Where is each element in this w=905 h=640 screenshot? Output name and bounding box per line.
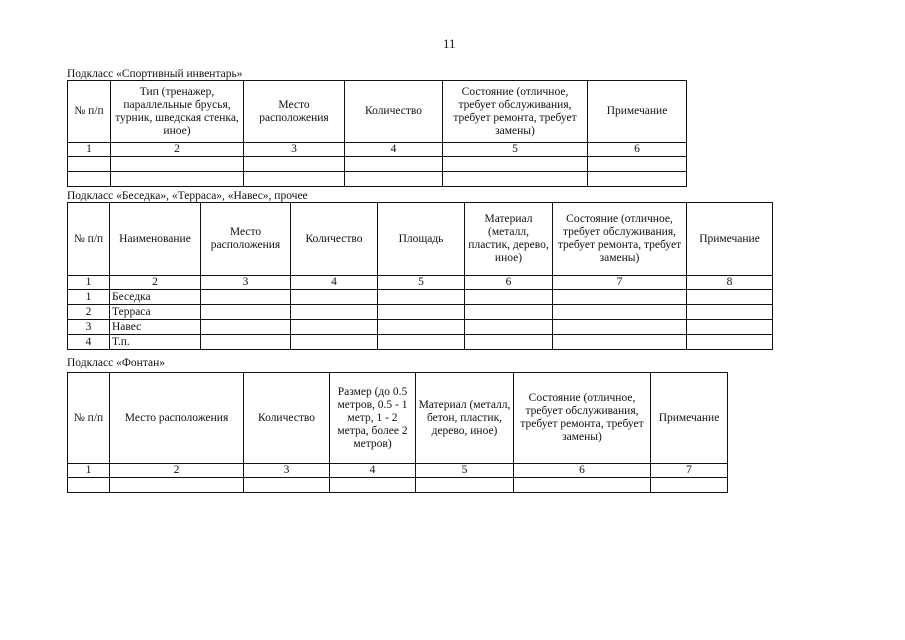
table-cell [244, 478, 330, 493]
section-caption-fountain: Подкласс «Фонтан» [67, 357, 166, 369]
column-number: 1 [68, 464, 110, 478]
sport-equipment-table [67, 80, 687, 187]
header-cell: Количество [244, 373, 330, 464]
table-row [68, 478, 728, 493]
column-number: 8 [687, 276, 773, 290]
table-cell [588, 172, 687, 187]
table-header-row [68, 203, 773, 276]
column-number: 3 [244, 464, 330, 478]
table-cell [687, 290, 773, 305]
table-cell [378, 320, 465, 335]
table-cell [201, 335, 291, 350]
header-cell: № п/п [68, 373, 110, 464]
table-cell [291, 320, 378, 335]
column-number-row [68, 143, 687, 157]
table-cell [244, 157, 345, 172]
header-cell: Материал (металл, бетон, пластик, дерево, иное) [416, 373, 514, 464]
table-row [68, 305, 773, 320]
header-cell: Место расположения [110, 373, 244, 464]
column-number: 7 [651, 464, 728, 478]
header-cell: Наименование [110, 203, 201, 276]
table-cell [553, 320, 687, 335]
table-cell [68, 157, 111, 172]
table-cell [378, 290, 465, 305]
column-number: 6 [514, 464, 651, 478]
row-number: 3 [68, 320, 110, 335]
table-cell [201, 305, 291, 320]
table-cell [553, 290, 687, 305]
item-name: Навес [110, 320, 201, 335]
row-number: 4 [68, 335, 110, 350]
table-cell [465, 290, 553, 305]
column-number: 7 [553, 276, 687, 290]
fountain-table [67, 372, 728, 493]
table-cell [588, 157, 687, 172]
table-cell [330, 478, 416, 493]
header-cell: Место расположения [201, 203, 291, 276]
header-cell: Тип (тренажер, параллельные брусья, турник, шведская стенка, иное) [111, 81, 244, 143]
table-cell [68, 172, 111, 187]
header-cell: № п/п [68, 81, 111, 143]
gazebo-table [67, 202, 773, 350]
table-row [68, 290, 773, 305]
table-header-row [68, 373, 728, 464]
table-row [68, 157, 687, 172]
table-cell [553, 335, 687, 350]
table-cell [201, 320, 291, 335]
table-cell [443, 157, 588, 172]
table-cell [378, 305, 465, 320]
column-number: 4 [345, 143, 443, 157]
header-cell: Размер (до 0.5 метров, 0.5 - 1 метр, 1 - 2 метра, более 2 метров) [330, 373, 416, 464]
column-number: 1 [68, 276, 110, 290]
column-number: 2 [111, 143, 244, 157]
column-number: 4 [291, 276, 378, 290]
table-cell [68, 478, 110, 493]
table-row [68, 335, 773, 350]
table-cell [291, 335, 378, 350]
table-header-row [68, 81, 687, 143]
table-cell [651, 478, 728, 493]
table-cell [110, 478, 244, 493]
table-cell [443, 172, 588, 187]
table-cell [465, 335, 553, 350]
header-cell: Количество [345, 81, 443, 143]
header-cell: Площадь [378, 203, 465, 276]
table-cell [687, 320, 773, 335]
column-number: 3 [201, 276, 291, 290]
table-cell [345, 172, 443, 187]
table-cell [111, 157, 244, 172]
row-number: 2 [68, 305, 110, 320]
table-cell [465, 305, 553, 320]
table-cell [345, 157, 443, 172]
table-row [68, 320, 773, 335]
table-cell [465, 320, 553, 335]
column-number: 4 [330, 464, 416, 478]
table-row [68, 172, 687, 187]
table-cell [291, 290, 378, 305]
table-cell [514, 478, 651, 493]
column-number: 2 [110, 464, 244, 478]
table-cell [244, 172, 345, 187]
column-number: 1 [68, 143, 111, 157]
column-number: 6 [465, 276, 553, 290]
item-name: Терраса [110, 305, 201, 320]
header-cell: Примечание [651, 373, 728, 464]
column-number: 5 [443, 143, 588, 157]
column-number: 2 [110, 276, 201, 290]
header-cell: Состояние (отличное, требует обслуживания, требует ремонта, требует замены) [553, 203, 687, 276]
header-cell: Состояние (отличное, требует обслуживания, требует ремонта, требует замены) [514, 373, 651, 464]
table-cell [687, 335, 773, 350]
column-number: 5 [378, 276, 465, 290]
page-number: 11 [443, 36, 456, 51]
table-cell [687, 305, 773, 320]
header-cell: № п/п [68, 203, 110, 276]
table-cell [378, 335, 465, 350]
table-cell [291, 305, 378, 320]
column-number-row [68, 276, 773, 290]
header-cell: Материал (металл, пластик, дерево, иное) [465, 203, 553, 276]
table-cell [553, 305, 687, 320]
row-number: 1 [68, 290, 110, 305]
column-number: 5 [416, 464, 514, 478]
header-cell: Примечание [588, 81, 687, 143]
item-name: Т.п. [110, 335, 201, 350]
header-cell: Состояние (отличное, требует обслуживания, требует ремонта, требует замены) [443, 81, 588, 143]
header-cell: Примечание [687, 203, 773, 276]
section-caption-gazebo: Подкласс «Беседка», «Терраса», «Навес», прочее [67, 190, 308, 202]
column-number-row [68, 464, 728, 478]
table-cell [416, 478, 514, 493]
table-cell [201, 290, 291, 305]
column-number: 6 [588, 143, 687, 157]
item-name: Беседка [110, 290, 201, 305]
header-cell: Место расположения [244, 81, 345, 143]
table-cell [111, 172, 244, 187]
header-cell: Количество [291, 203, 378, 276]
column-number: 3 [244, 143, 345, 157]
section-caption-sport-equipment: Подкласс «Спортивный инвентарь» [67, 68, 243, 80]
